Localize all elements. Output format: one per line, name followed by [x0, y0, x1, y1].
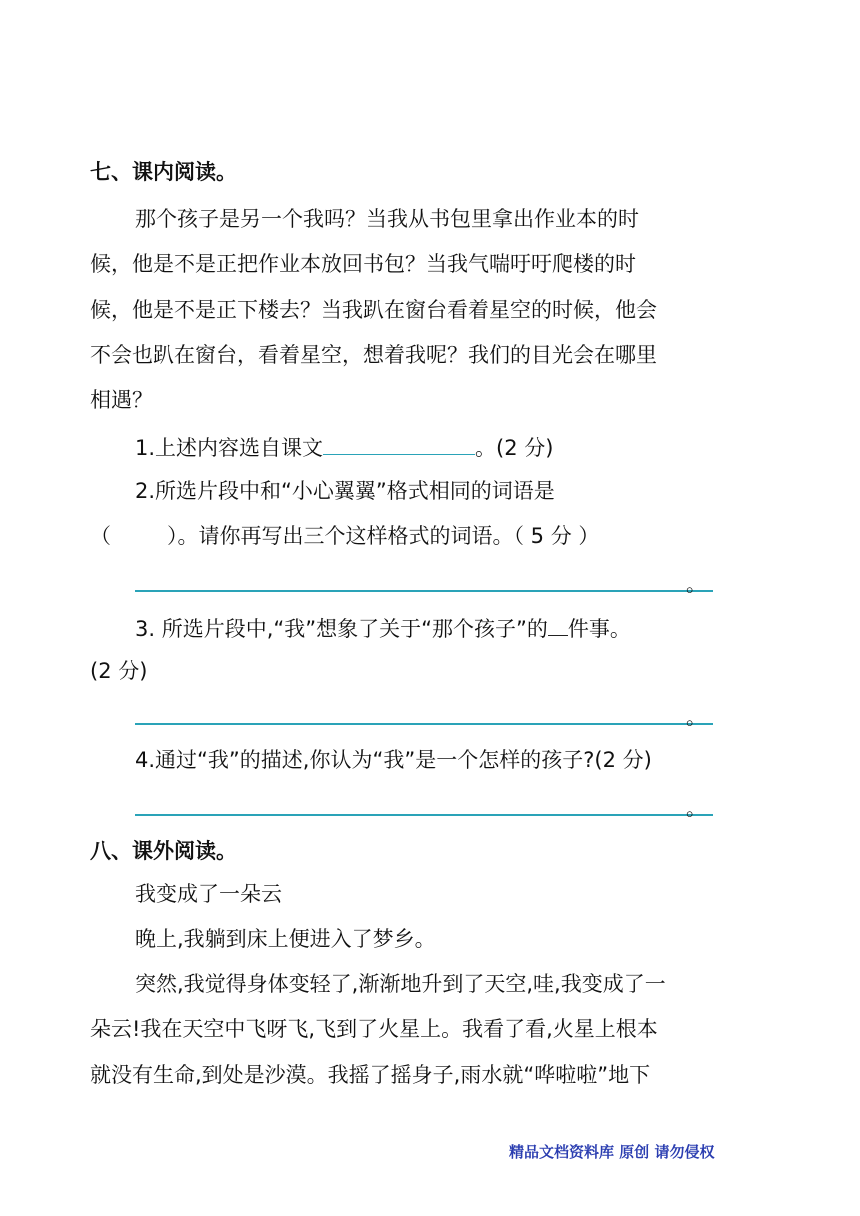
- story-paragraph: 突然,我觉得身体变轻了,渐渐地升到了天空,哇,我变成了一: [135, 972, 666, 996]
- passage-line: 候，他是不是正把作业本放回书包？当我气喘吁吁爬楼的时: [90, 252, 636, 276]
- question-2-rest: ）。请你再写出三个这样格式的词语。（ 5 分 ）: [167, 524, 600, 548]
- question-4: 4.通过“我”的描述,你认为“我”是一个怎样的孩子?(2 分): [135, 748, 652, 772]
- passage-line: 相遇？: [90, 388, 153, 412]
- paren-open: （: [90, 524, 111, 548]
- question-3: [135, 613, 631, 643]
- passage-line: 不会也趴在窗台，看着星空，想着我呢？我们的目光会在哪里: [90, 343, 657, 367]
- passage-line: 那个孩子是另一个我吗？当我从书包里拿出作业本的时: [135, 207, 639, 231]
- section-7-heading: 七、课内阅读。: [90, 160, 237, 184]
- answer-line[interactable]: [135, 590, 713, 592]
- answer-blank[interactable]: [323, 432, 475, 455]
- story-title: 我变成了一朵云: [135, 882, 282, 906]
- question-1-score: 。(2 分): [475, 436, 554, 460]
- question-1-text: 1.上述内容选自课文: [135, 436, 324, 460]
- answer-period: 。: [686, 796, 706, 820]
- question-1: [135, 432, 553, 462]
- story-paragraph: 晚上,我躺到床上便进入了梦乡。: [135, 927, 436, 951]
- story-paragraph: 就没有生命,到处是沙漠。我摇了摇身子,雨水就“哗啦啦”地下: [90, 1063, 651, 1087]
- question-2-cont: [90, 522, 599, 550]
- question-2: 2.所选片段中和“小心翼翼”格式相同的词语是: [135, 479, 555, 503]
- section-8-heading: 八、课外阅读。: [90, 839, 237, 863]
- question-3-text: 3. 所选片段中,“我”想象了关于“那个孩子”的: [135, 617, 548, 641]
- answer-period: 。: [686, 572, 706, 596]
- answer-line[interactable]: [135, 723, 713, 725]
- answer-blank[interactable]: [548, 613, 568, 636]
- passage-line: 候，他是不是正下楼去？当我趴在窗台看着星空的时候，他会: [90, 298, 657, 322]
- footer-watermark: 精品文档资料库 原创 请勿侵权: [509, 1143, 715, 1161]
- question-3-tail: 件事。: [567, 617, 631, 641]
- question-3-score: (2 分): [90, 659, 148, 683]
- answer-line[interactable]: [135, 814, 713, 816]
- answer-period: 。: [686, 705, 706, 729]
- story-paragraph: 朵云!我在天空中飞呀飞,飞到了火星上。我看了看,火星上根本: [90, 1017, 658, 1041]
